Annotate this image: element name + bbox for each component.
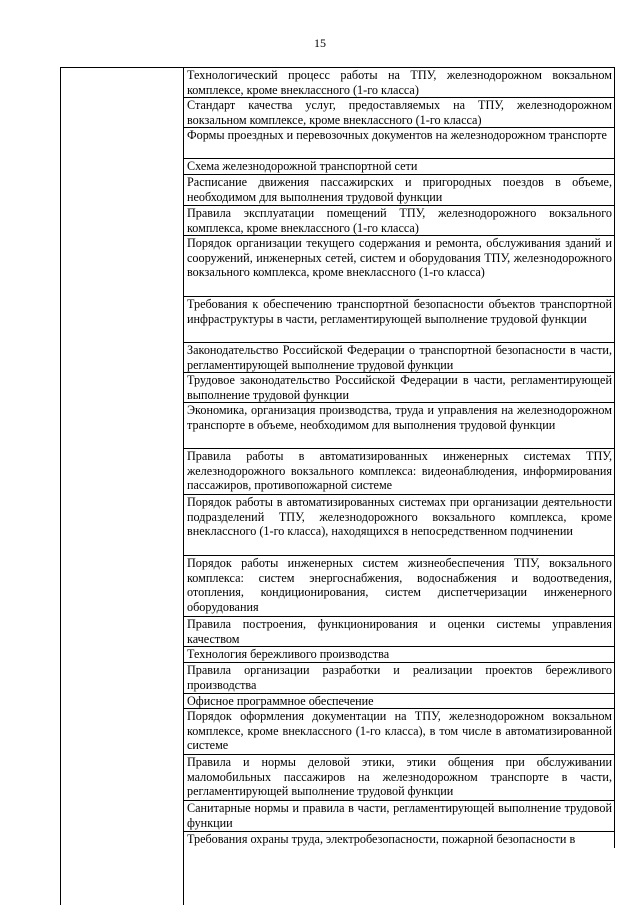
table-right-column: [184, 68, 615, 848]
requirements-table: [60, 67, 615, 905]
table-row: Технологический процесс работы на ТПУ, железнодорожном вокзальном комплексе, кроме внеклассного (1-го класса): [184, 68, 614, 98]
table-row: Правила эксплуатации помещений ТПУ, железнодорожного вокзального комплекса, кроме внеклассного (1-го класса): [184, 206, 614, 236]
table-row: Правила и нормы деловой этики, этики общения при обслуживании маломобильных пассажиров на железнодорожном транспорте в части, регламентирующей выполнение трудовой функции: [184, 755, 614, 801]
page-number: 15: [314, 36, 326, 50]
table-row: Законодательство Российской Федерации о транспортной безопасности в части, регламентирующей выполнение трудовой функции: [184, 343, 614, 373]
table-row: Требования к обеспечению транспортной безопасности объектов транспортной инфраструктуры в части, регламентирующей выполнение трудовой функции: [184, 297, 614, 343]
table-row: Трудовое законодательство Российской Федерации в части, регламентирующей выполнение трудовой функции: [184, 373, 614, 403]
table-left-column: [61, 68, 184, 905]
table-row: Порядок оформления документации на ТПУ, железнодорожном вокзальном комплексе, кроме внеклассного (1-го класса), в том числе в автоматизированной системе: [184, 709, 614, 755]
table-row: Порядок организации текущего содержания и ремонта, обслуживания зданий и сооружений, инженерных сетей, систем и оборудования ТПУ, железнодорожного вокзального комплекса, кроме внеклассного (1-го класса): [184, 236, 614, 297]
table-row: Правила работы в автоматизированных инженерных системах ТПУ, железнодорожного вокзального комплекса: видеонаблюдения, информирования пассажиров, противопожарной системе: [184, 449, 614, 495]
table-row: Офисное программное обеспечение: [184, 694, 614, 709]
table-row: Формы проездных и перевозочных документов на железнодорожном транспорте: [184, 128, 614, 159]
table-row: Схема железнодорожной транспортной сети: [184, 159, 614, 175]
table-row: Правила организации разработки и реализации проектов бережливого производства: [184, 663, 614, 694]
table-row: Правила построения, функционирования и оценки системы управления качеством: [184, 617, 614, 647]
table-row: Стандарт качества услуг, предоставляемых на ТПУ, железнодорожном вокзальном комплексе, кроме внеклассного (1-го класса): [184, 98, 614, 128]
table-row: Требования охраны труда, электробезопасности, пожарной безопасности в: [187, 832, 576, 846]
table-row: Расписание движения пассажирских и пригородных поездов в объеме, необходимом для выполнения трудовой функции: [184, 175, 614, 206]
table-row: Экономика, организация производства, труда и управления на железнодорожном транспорте в объеме, необходимом для выполнения трудовой функции: [184, 403, 614, 449]
table-row: Технология бережливого производства: [184, 647, 614, 663]
table-row: Порядок работы в автоматизированных системах при организации деятельности подразделений ТПУ, железнодорожного вокзального комплекса, кроме внеклассного (1-го класса), находящихся в непосредственном подчинении: [184, 495, 614, 556]
table-row: Порядок работы инженерных систем жизнеобеспечения ТПУ, вокзального комплекса: систем энергоснабжения, водоснабжения и водоотведения, отопления, кондиционирования, систем диспетчеризации инженерного оборудования: [184, 556, 614, 617]
table-row: Санитарные нормы и правила в части, регламентирующей выполнение трудовой функции: [184, 801, 614, 832]
